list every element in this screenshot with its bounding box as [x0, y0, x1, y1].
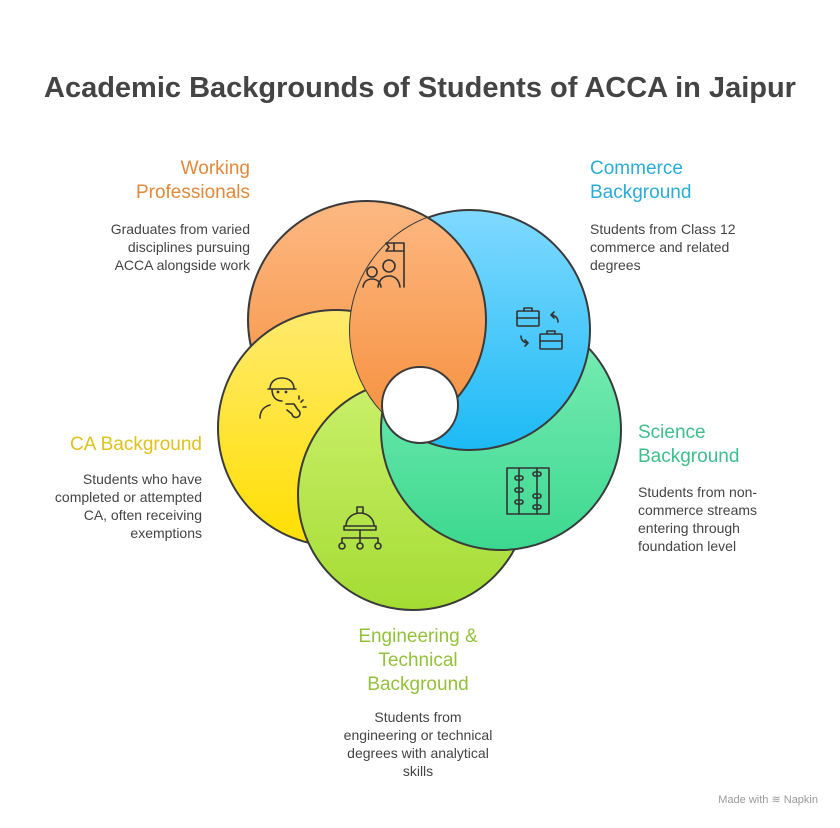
center-hole	[382, 367, 458, 443]
label-line: Working	[180, 158, 250, 179]
label-science	[638, 421, 828, 469]
label-ca	[20, 433, 202, 457]
label-line: Commerce	[590, 158, 683, 179]
desc-ca	[20, 470, 202, 542]
label-line: Science	[638, 422, 706, 443]
desc-line: Students from non-	[638, 484, 758, 500]
label-line: Technical	[378, 650, 458, 671]
label-working	[80, 157, 250, 205]
desc-line: commerce and related	[590, 239, 730, 255]
desc-line: engineering or technical	[343, 727, 493, 743]
desc-line: degrees	[590, 257, 641, 273]
desc-line: completed or attempted	[54, 489, 202, 505]
label-line: Background	[590, 182, 692, 203]
desc-line: Graduates from varied	[110, 221, 250, 237]
label-engineering	[318, 625, 518, 697]
desc-line: degrees with analytical	[347, 745, 489, 761]
label-line: Engineering &	[358, 626, 478, 647]
desc-line: foundation level	[638, 538, 737, 554]
desc-line: Students from	[374, 709, 462, 725]
desc-line: Students from Class 12	[590, 221, 736, 237]
label-line: Professionals	[135, 182, 250, 203]
napkin-logo-icon: ≋	[771, 794, 781, 806]
desc-line: skills	[402, 763, 434, 779]
desc-science	[638, 483, 828, 555]
made-with-text: Made with	[718, 794, 769, 806]
desc-line: CA, often receiving	[83, 507, 202, 523]
desc-working	[60, 220, 250, 274]
label-commerce	[590, 157, 790, 205]
desc-line: disciplines pursuing	[127, 239, 250, 255]
desc-engineering	[318, 708, 518, 780]
diagram-title: Academic Backgrounds of Students of ACCA in Jaipur	[44, 72, 796, 104]
desc-line: exemptions	[130, 525, 202, 541]
brand-text: Napkin	[783, 794, 818, 806]
desc-line: commerce streams	[638, 502, 758, 518]
desc-commerce	[590, 220, 790, 274]
napkin-footer[interactable]	[718, 793, 818, 806]
desc-line: entering through	[638, 520, 740, 536]
desc-line: ACCA alongside work	[114, 257, 250, 273]
label-line: Background	[638, 446, 740, 467]
label-line: Background	[367, 674, 469, 695]
desc-line: Students who have	[82, 471, 202, 487]
label-line: CA Background	[69, 434, 202, 455]
